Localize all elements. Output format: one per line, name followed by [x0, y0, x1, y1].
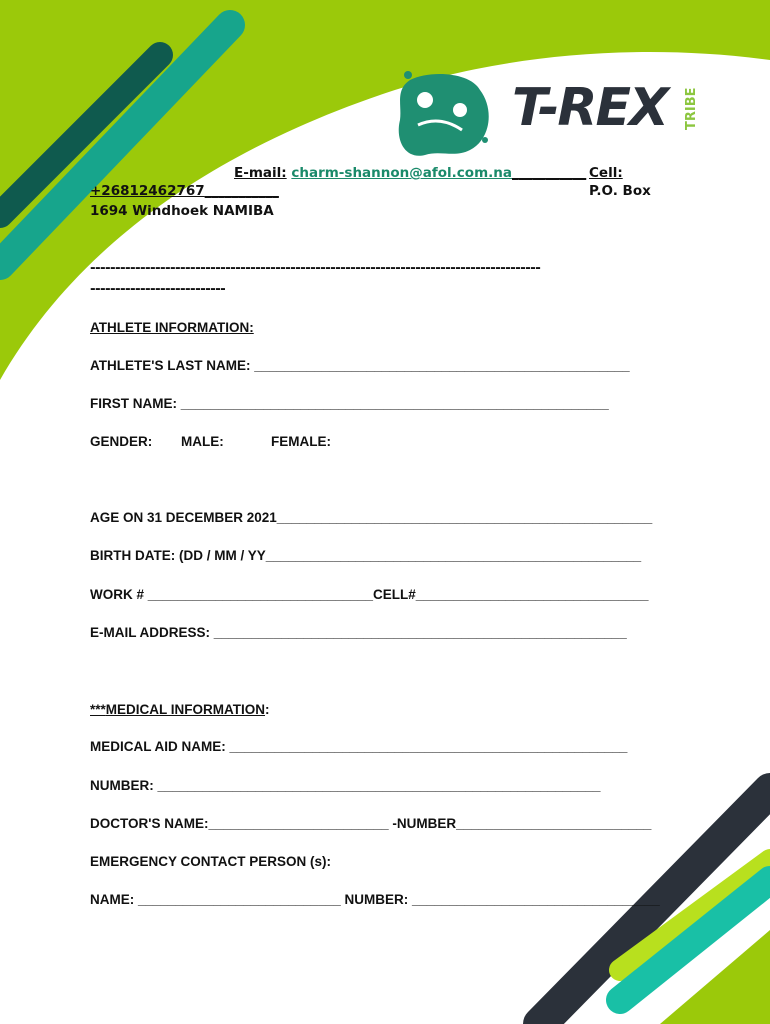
brand-logo-sub: TRIBE — [684, 87, 699, 130]
divider-line-1: ------------------------------------------------------------------------------------------ — [90, 260, 541, 276]
age-field[interactable]: AGE ON 31 DECEMBER 2021__________________________________________________ — [90, 510, 653, 525]
emergency-contact-label: EMERGENCY CONTACT PERSON (s): — [90, 854, 332, 869]
email-link[interactable]: charm-shannon@afol.com.na — [291, 165, 512, 181]
divider-line-2: --------------------------- — [90, 281, 226, 297]
email-line — [234, 165, 586, 181]
first-name-field[interactable]: FIRST NAME: _________________________________________________________ — [90, 396, 609, 411]
phone-line — [90, 183, 279, 199]
email-address-field[interactable]: E-MAIL ADDRESS: _______________________________________________________ — [90, 625, 627, 640]
medical-prefix: *** — [90, 702, 106, 717]
medical-heading-text: MEDICAL INFORMATION — [105, 702, 266, 717]
po-box: P.O. Box — [589, 183, 651, 199]
gender-label: GENDER: — [90, 434, 153, 449]
brand-logo-text: T-REX — [512, 78, 668, 138]
medical-info-heading — [90, 702, 270, 717]
birth-date-field[interactable]: BIRTH DATE: (DD / MM / YY__________________________________________________ — [90, 548, 642, 563]
cell-label: Cell: — [589, 165, 623, 181]
phone-number: +26812462767 — [90, 183, 205, 199]
email-label: E-mail: — [234, 165, 287, 181]
email-trail: ___________ — [511, 165, 587, 181]
medical-aid-field[interactable]: MEDICAL AID NAME: _____________________________________________________ — [90, 739, 628, 754]
phone-trail: ___________ — [204, 183, 279, 199]
male-option[interactable]: MALE: — [181, 434, 224, 449]
doctor-field[interactable]: DOCTOR'S NAME:________________________ -NUMBER__________________________ — [90, 816, 652, 831]
medical-suffix: : — [265, 702, 270, 717]
emergency-name-number-field[interactable]: NAME: ___________________________ NUMBER: _________________________________ — [90, 892, 660, 907]
last-name-field[interactable]: ATHLETE'S LAST NAME: __________________________________________________ — [90, 358, 630, 373]
athlete-info-heading: ATHLETE INFORMATION: — [90, 320, 254, 335]
medical-number-field[interactable]: NUMBER: ___________________________________________________________ — [90, 778, 601, 793]
work-cell-field[interactable]: WORK # ______________________________CELL#_______________________________ — [90, 587, 649, 602]
dinosaur-emblem-icon — [399, 71, 489, 156]
female-option[interactable]: FEMALE: — [271, 434, 331, 449]
address: 1694 Windhoek NAMIBA — [90, 203, 274, 219]
